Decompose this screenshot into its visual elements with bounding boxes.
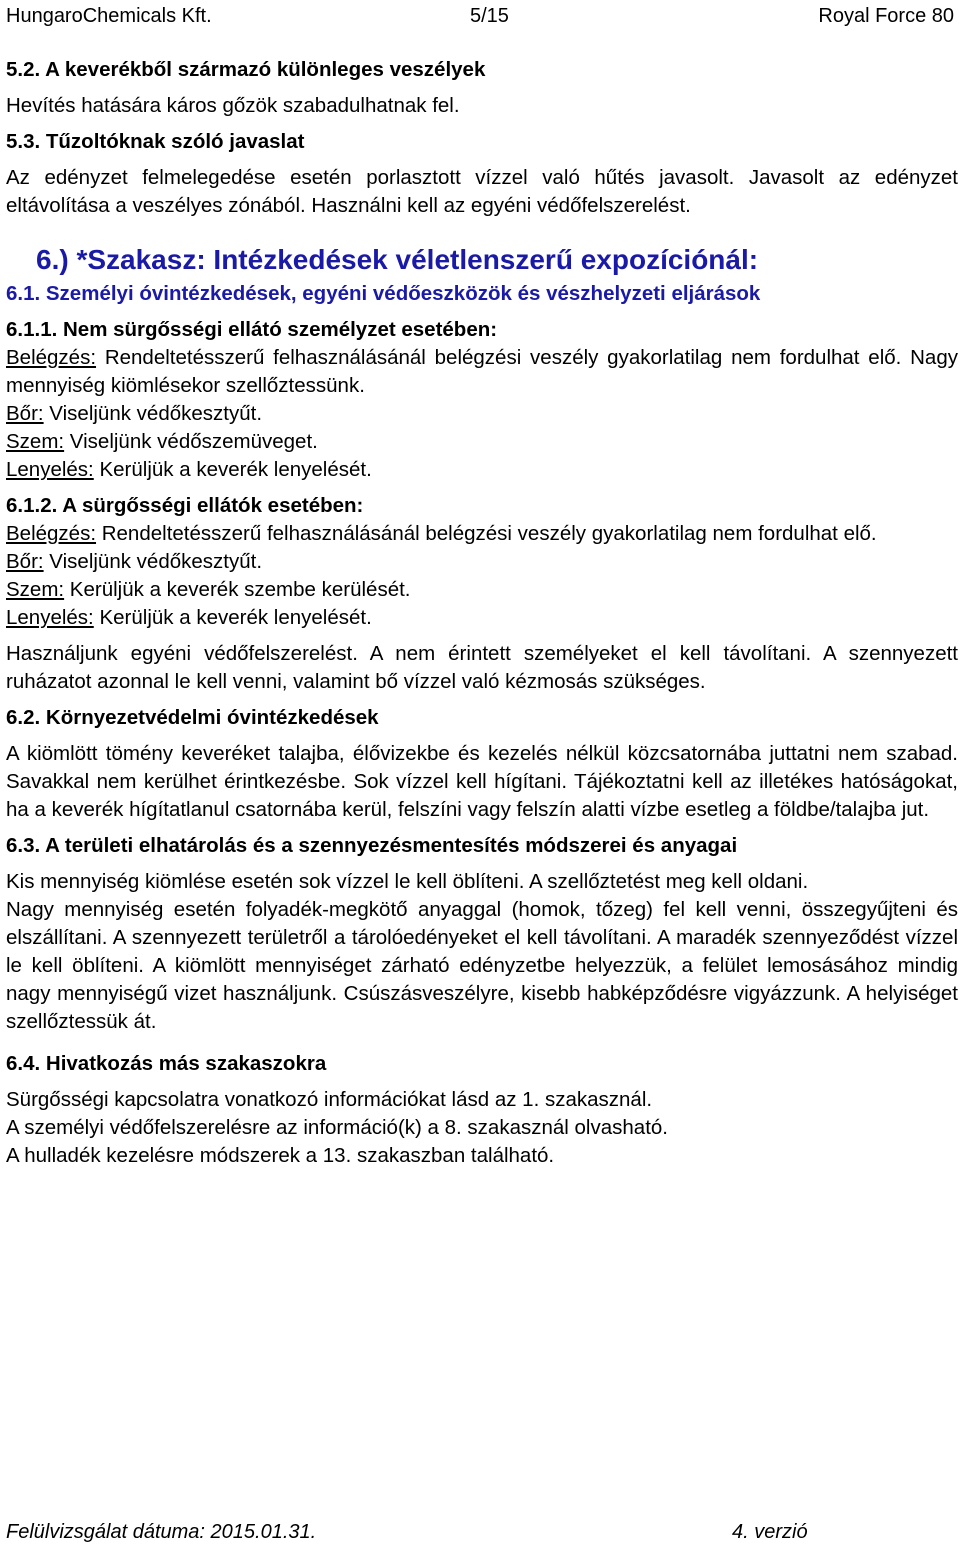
section-6-1-1-breathing	[6, 344, 958, 400]
section-6-3-text-1: Kis mennyiség kiömlése esetén sok vízzel le kell öblíteni. A szellőztetést meg kell oldani.	[6, 870, 809, 893]
section-6-1-2-eye	[6, 576, 958, 604]
swallow-label: Lenyelés:	[6, 458, 94, 481]
section-6-4-line-3: A hulladék kezelésre módszerek a 13. szakaszban található.	[6, 1144, 555, 1167]
section-6-2-text: A kiömlött tömény keveréket talajba, élővizekbe és kezelés nélkül közcsatornába juttatni nem szabad. Savakkal nem kerülhet érintkezésbe. Sok vízzel kell hígítani. Tájékoztatni kell az illetékes hatóságokat, ha a keverék hígítatlanul csatornába kerül, felszíni vagy felszín alatti vízbe esetleg a földbe/talajba jut.	[6, 742, 958, 821]
section-6-1-1-title: 6.1.1. Nem sürgősségi ellátó személyzet esetében:	[6, 318, 498, 341]
breathing-label: Belégzés:	[6, 346, 97, 369]
eye-label: Szem:	[6, 578, 65, 601]
page-number: 5/15	[470, 5, 509, 27]
skin-text: Viseljünk védőkesztyűt.	[43, 550, 263, 573]
section-6-4-line-1: Sürgősségi kapcsolatra vonatkozó információkat lásd az 1. szakasznál.	[6, 1088, 653, 1111]
section-6-1-1-skin	[6, 400, 958, 428]
swallow-label: Lenyelés:	[6, 606, 94, 629]
section-6-title: 6.) *Szakasz: Intézkedések véletlenszerű expozíciónál:	[36, 244, 759, 275]
swallow-text: Kerüljük a keverék lenyelését.	[93, 458, 372, 481]
version: 4. verzió	[732, 1521, 808, 1543]
section-6-3-text-2: Nagy mennyiség esetén folyadék-megkötő anyaggal (homok, tőzeg) fel kell venni, összegyűjteni és elszállítani. A szennyezett területről a tárolóedényeket el kell távolítani. A maradék szennyeződést vízzel le kell öblíteni. A kiömlött mennyiséget zárható edényzetbe helyezzük, a felület lemosásához mindig nagy mennyiségű vizet használjunk. Csúszásveszélyre, kisebb habképződésre vigyázzunk. A helyiséget szellőztessük át.	[6, 898, 958, 1033]
eye-text: Kerüljük a keverék szembe kerülését.	[64, 578, 411, 601]
review-date: Felülvizsgálat dátuma: 2015.01.31.	[6, 1521, 317, 1543]
section-6-1-2-swallow	[6, 604, 958, 632]
section-5-2-title: 5.2. A keverékből származó különleges veszélyek	[6, 58, 486, 81]
skin-label: Bőr:	[6, 550, 44, 573]
swallow-text: Kerüljük a keverék lenyelését.	[93, 606, 372, 629]
skin-text: Viseljünk védőkesztyűt.	[43, 402, 263, 425]
section-6-1-2-skin	[6, 548, 958, 576]
section-6-1-2-title: 6.1.2. A sürgősségi ellátók esetében:	[6, 494, 364, 517]
product-name: Royal Force 80	[818, 5, 954, 27]
section-5-2-text: Hevítés hatására káros gőzök szabadulhatnak fel.	[6, 94, 460, 117]
eye-label: Szem:	[6, 430, 65, 453]
section-6-1-2-general: Használjunk egyéni védőfelszerelést. A nem érintett személyeket el kell távolítani. A szennyezett ruházatot azonnal le kell venni, valamint bő vízzel való kézmosás szükséges.	[6, 642, 958, 693]
section-6-4-line-2: A személyi védőfelszerelésre az információ(k) a 8. szakasznál olvasható.	[6, 1116, 668, 1139]
section-6-4-title: 6.4. Hivatkozás más szakaszokra	[6, 1052, 327, 1075]
section-5-3-text: Az edényzet felmelegedése esetén porlasztott vízzel való hűtés javasolt. Javasolt az edényzet eltávolítása a veszélyes zónából. Használni kell az egyéni védőfelszerelést.	[6, 166, 958, 217]
skin-label: Bőr:	[6, 402, 44, 425]
breathing-label: Belégzés:	[6, 522, 97, 545]
section-6-1-1-eye	[6, 428, 958, 456]
eye-text: Viseljünk védőszemüveget.	[64, 430, 318, 453]
document-body	[6, 56, 958, 1170]
section-6-1-2-breathing	[6, 520, 958, 548]
breathing-text: Rendeltetésszerű felhasználásánál belégzési veszély gyakorlatilag nem fordulhat elő. Nagy mennyiség kiömlésekor szellőztessünk.	[6, 346, 958, 397]
section-5-3-title: 5.3. Tűzoltóknak szóló javaslat	[6, 130, 305, 153]
company-name: HungaroChemicals Kft.	[6, 5, 212, 27]
page-header	[6, 2, 954, 28]
breathing-text: Rendeltetésszerű felhasználásánál belégzési veszély gyakorlatilag nem fordulhat elő.	[96, 522, 877, 545]
page-footer	[6, 1518, 954, 1546]
section-6-1-1-swallow	[6, 456, 958, 484]
section-6-3-title: 6.3. A területi elhatárolás és a szennyezésmentesítés módszerei és anyagai	[6, 834, 738, 857]
section-6-1-title: 6.1. Személyi óvintézkedések, egyéni védőeszközök és vészhelyzeti eljárások	[6, 282, 761, 305]
section-6-2-title: 6.2. Környezetvédelmi óvintézkedések	[6, 706, 379, 729]
